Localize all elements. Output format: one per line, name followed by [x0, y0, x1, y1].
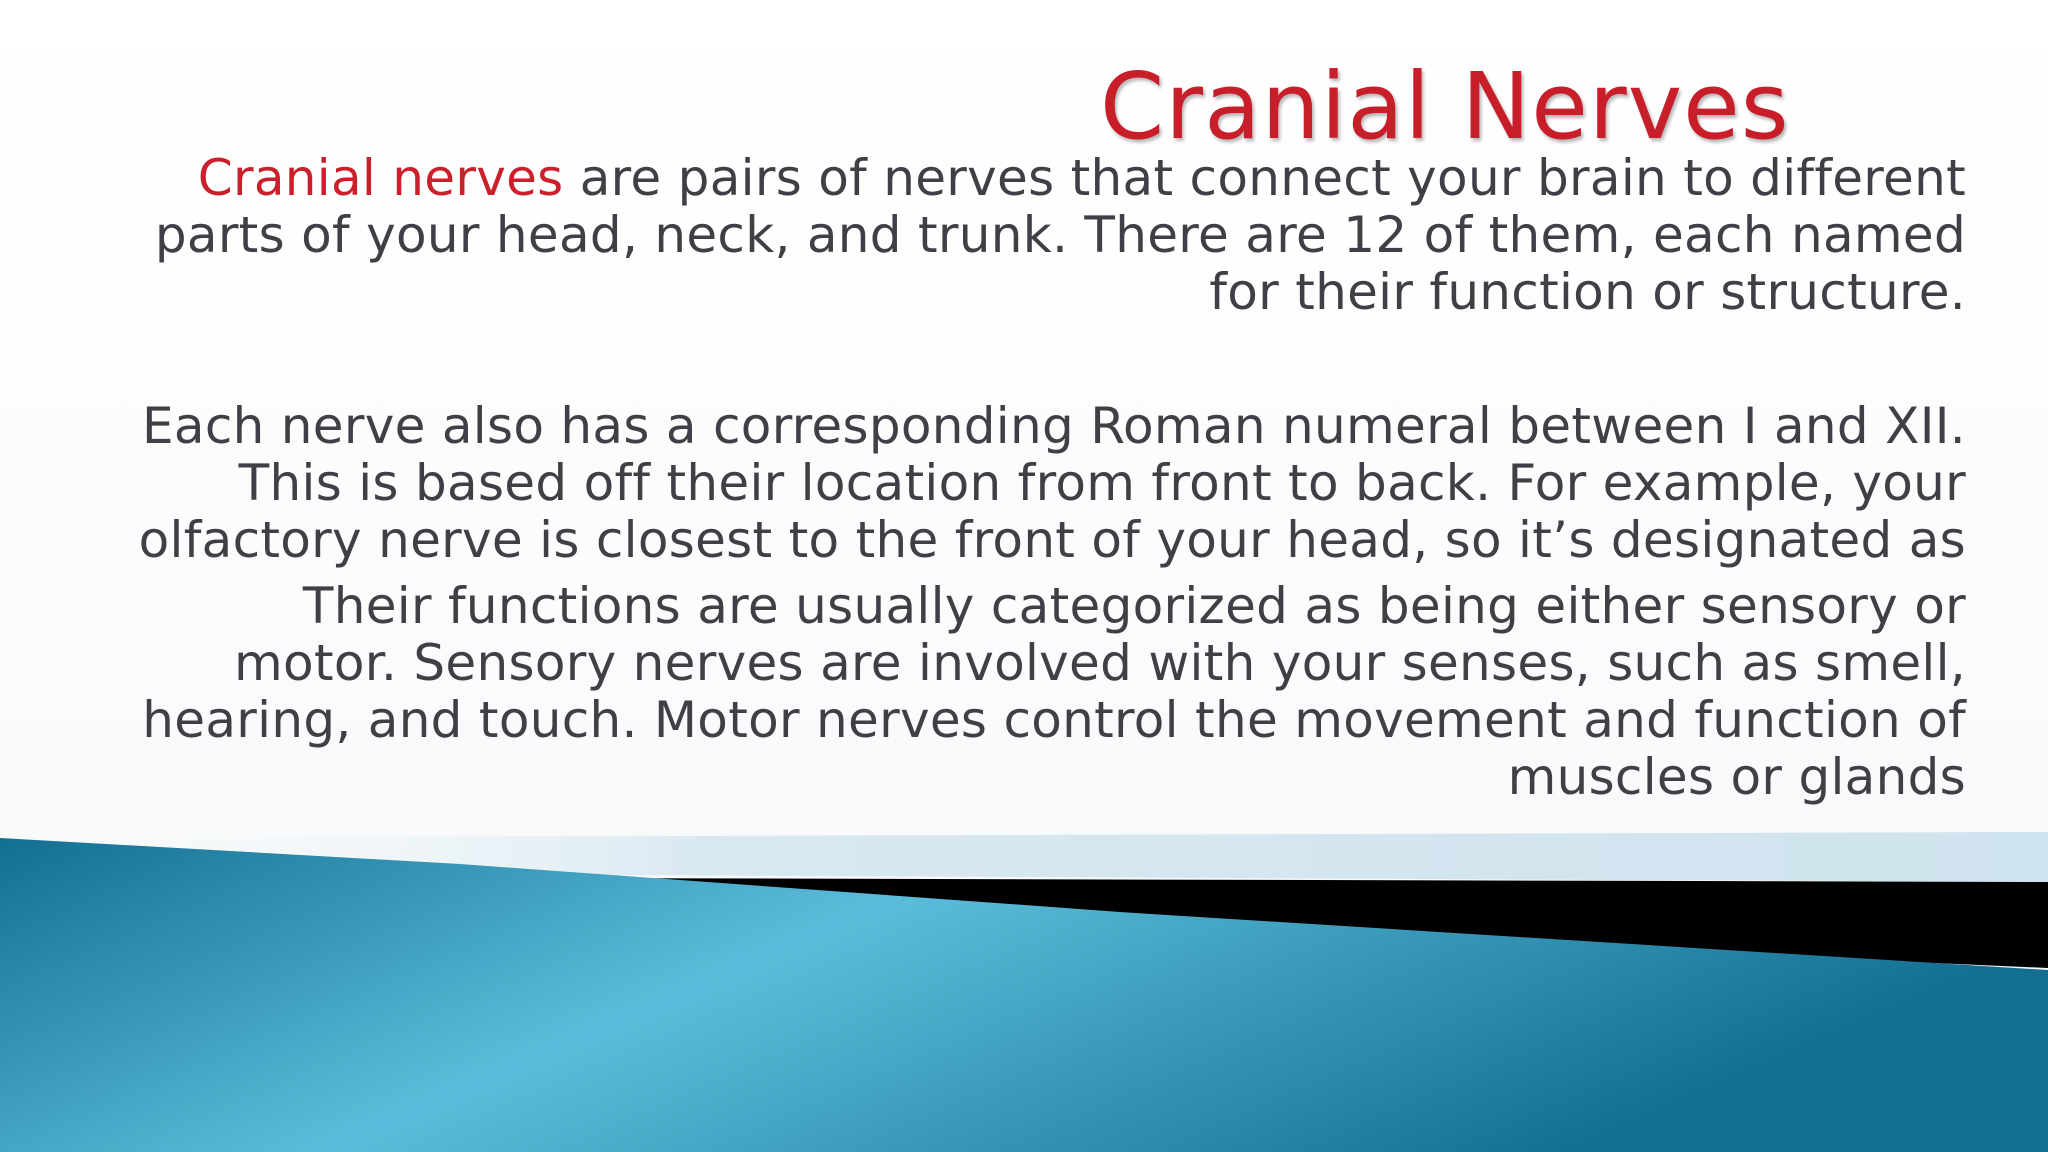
paragraph-text: are pairs of nerves that connect your brain to different — [563, 149, 1966, 207]
paragraph-line: This is based off their location from front to back. For example, your — [238, 454, 1966, 512]
paragraph-line: parts of your head, neck, and trunk. There are 12 of them, each named — [154, 206, 1966, 264]
paragraph-line: hearing, and touch. Motor nerves control the movement and function of — [142, 691, 1966, 749]
highlighted-term: Cranial nerves — [197, 149, 564, 207]
paragraph-line: motor. Sensory nerves are involved with your senses, such as smell, — [234, 634, 1966, 692]
paragraph-line: Each nerve also has a corresponding Roman numeral between I and XII. — [141, 397, 1966, 455]
slide-title: Cranial Nerves — [1100, 53, 1790, 160]
paragraph-line: for their function or structure. — [1209, 263, 1966, 321]
paragraph-line: Their functions are usually categorized as being either sensory or — [302, 577, 1966, 635]
paragraph-line: olfactory nerve is closest to the front of your head, so it’s designated as — [138, 511, 1966, 569]
paragraph-line: muscles or glands — [1507, 748, 1966, 806]
